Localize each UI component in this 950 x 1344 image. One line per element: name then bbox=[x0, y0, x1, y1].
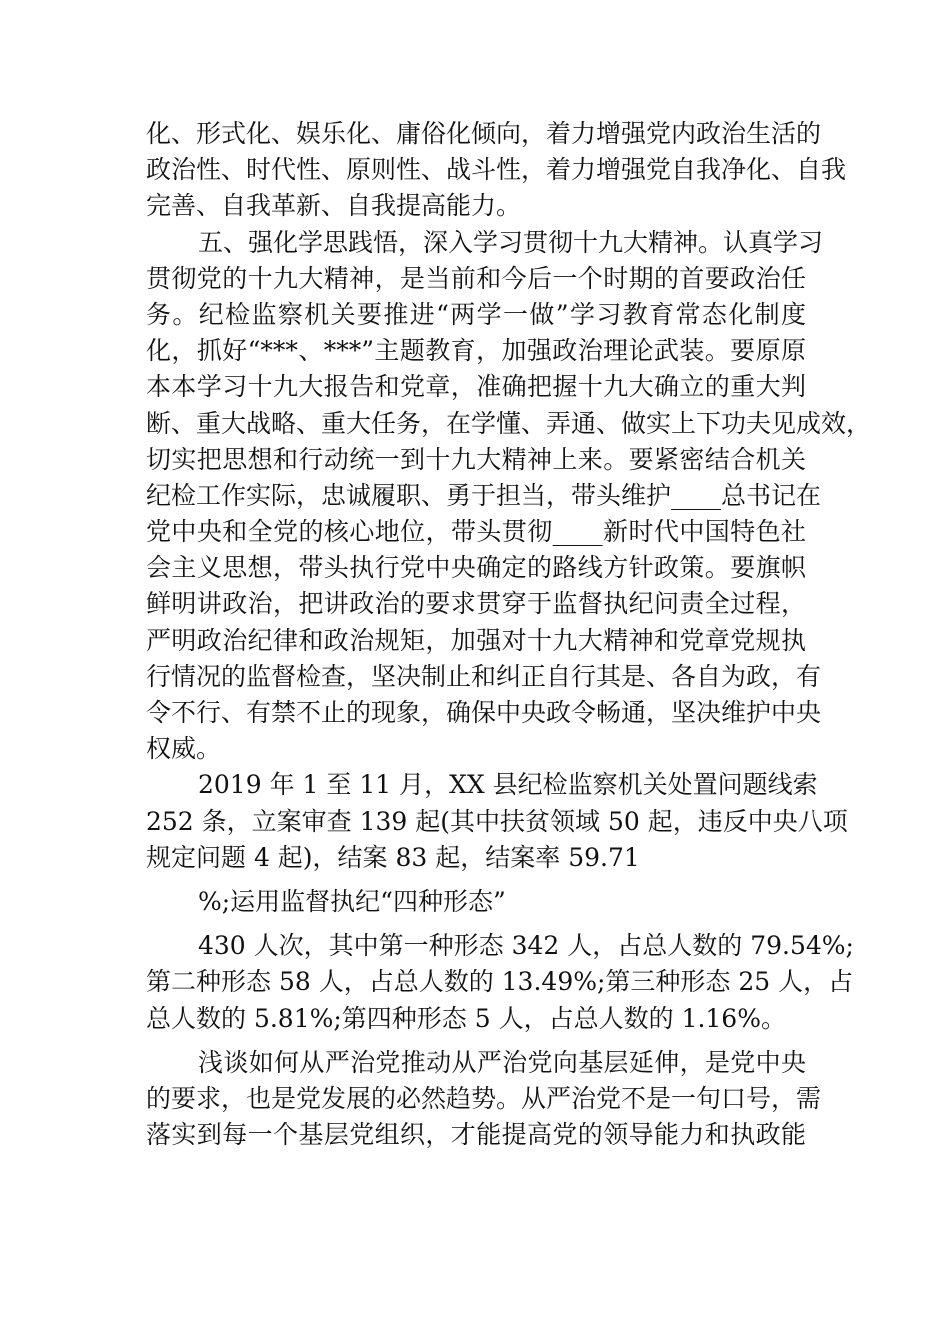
text-line: 令不行、有禁不止的现象，确保中央政令畅通，坚决维护中央 bbox=[146, 698, 822, 727]
text-line: 浅谈如何从严治党推动从严治党向基层延伸，是党中央 bbox=[198, 1047, 806, 1077]
text-line: 本本学习十九大报告和党章，准确把握十九大确立的重大判 bbox=[146, 372, 806, 402]
paragraph-6 bbox=[146, 1045, 822, 1154]
paragraph-3 bbox=[146, 767, 848, 876]
text-line: 完善、自我革新、自我提高能力。 bbox=[146, 191, 522, 221]
text-line: 政治性、时代性、原则性、战斗性，着力增强党自我净化、自我 bbox=[146, 155, 847, 185]
text-line: 五、强化学思践悟，深入学习贯彻十九大精神。认真学习 bbox=[198, 227, 824, 257]
text-line: 430 人次，其中第一种形态 342 人，占总人数的 79.54%; bbox=[198, 931, 854, 961]
text-line: 鲜明讲政治，把讲政治的要求贯穿于监督执纪问责全过程， bbox=[146, 589, 806, 619]
text-line: 的要求，也是党发展的必然趋势。从严治党不是一句口号，需 bbox=[146, 1083, 822, 1113]
text-line: 化，抓好“***、***”主题教育，加强政治理论武装。要原原 bbox=[146, 336, 806, 366]
paragraph-2 bbox=[146, 225, 872, 768]
paragraph-5 bbox=[146, 928, 854, 1037]
text-line: 严明政治纪律和政治规矩，加强对十九大精神和党章党规执 bbox=[146, 625, 806, 655]
text-line: 总人数的 5.81%;第四种形态 5 人，占总人数的 1.16%。 bbox=[146, 1003, 786, 1033]
text-line: %;运用监督执纪“四种形态” bbox=[198, 886, 506, 916]
text-line: 党中央和全党的核心地位，带头贯彻____新时代中国特色社 bbox=[146, 517, 806, 547]
text-line: 252 条，立案审查 139 起(其中扶贫领域 50 起，违反中央八项 bbox=[146, 806, 848, 836]
text-line: 断、重大战略、重大任务，在学懂、弄通、做实上下功夫见成效， bbox=[146, 408, 872, 438]
text-line: 规定问题 4 起)，结案 83 起，结案率 59.71 bbox=[146, 842, 640, 872]
text-line: 切实把思想和行动统一到十九大精神上来。要紧密结合机关 bbox=[146, 444, 806, 474]
text-line: 贯彻党的十九大精神，是当前和今后一个时期的首要政治任 bbox=[146, 263, 806, 293]
text-line: 2019 年 1 至 11 月，XX 县纪检监察机关处置问题线索 bbox=[198, 770, 818, 800]
text-line: 行情况的监督检查，坚决制止和纠正自行其是、各自为政，有 bbox=[146, 661, 822, 691]
text-line: 权威。 bbox=[146, 734, 222, 764]
text-line: 务。纪检监察机关要推进“两学一做”学习教育常态化制度 bbox=[146, 299, 806, 329]
text-line: 第二种形态 58 人，占总人数的 13.49%;第三种形态 25 人，占 bbox=[146, 967, 854, 997]
paragraph-1 bbox=[146, 116, 847, 225]
text-line: 会主义思想，带头执行党中央确定的路线方针政策。要旗帜 bbox=[146, 553, 806, 583]
document-page bbox=[146, 116, 872, 1153]
text-line: 落实到每一个基层党组织，才能提高党的领导能力和执政能 bbox=[146, 1120, 806, 1150]
paragraph-4 bbox=[146, 884, 806, 920]
text-line: 纪检工作实际，忠诚履职、勇于担当，带头维护____总书记在 bbox=[146, 480, 822, 510]
text-line: 化、形式化、娱乐化、庸俗化倾向，着力增强党内政治生活的 bbox=[146, 119, 822, 148]
